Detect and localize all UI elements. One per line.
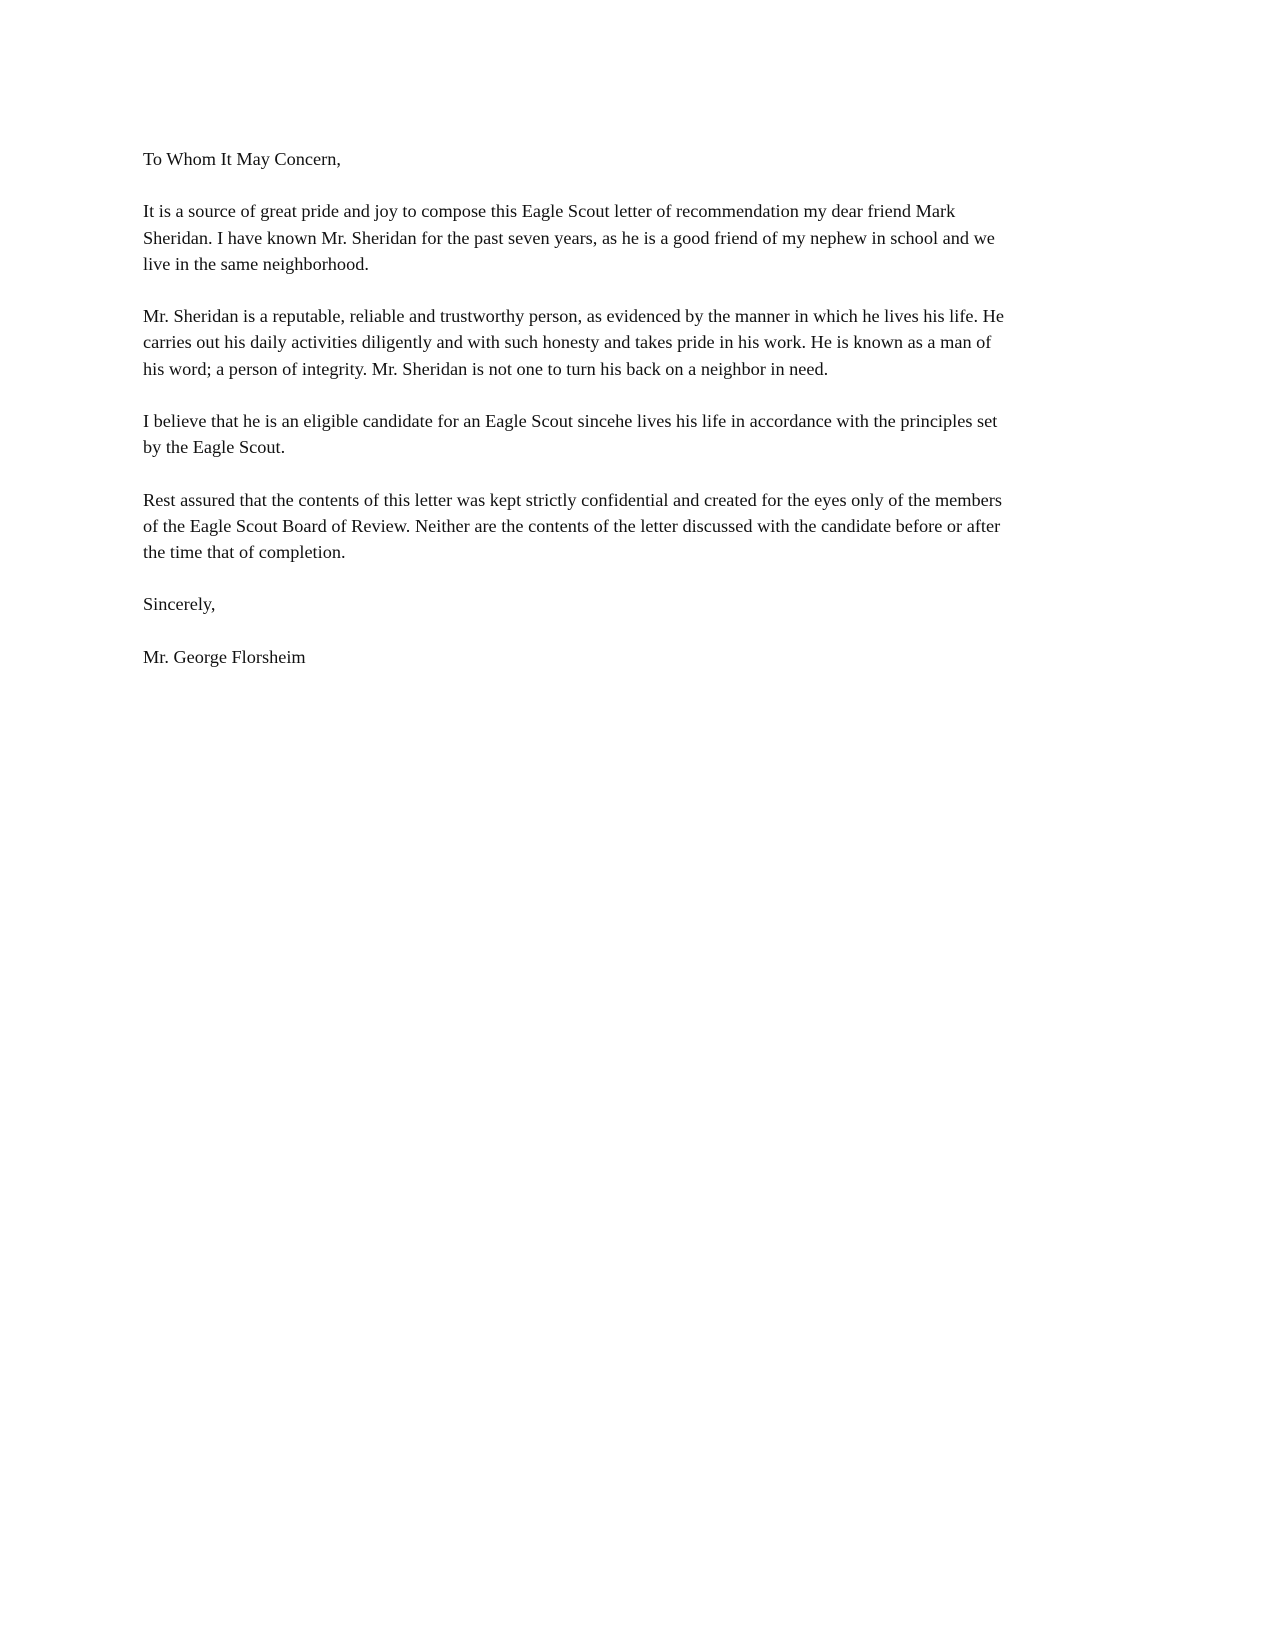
paragraph-line: of the Eagle Scout Board of Review. Neither are the contents of the letter discussed with the candidate before or after <box>143 515 1001 536</box>
paragraph-confidentiality <box>143 487 1073 566</box>
salutation <box>143 146 1073 172</box>
signature <box>143 644 1073 670</box>
closing-text: Sincerely, <box>143 594 216 615</box>
paragraph-line: I believe that he is an eligible candidate for an Eagle Scout sincehe lives his life in accordance with the principles set <box>143 410 998 431</box>
closing <box>143 591 1073 617</box>
paragraph-line: Mr. Sheridan is a reputable, reliable and trustworthy person, as evidenced by the manner in which he lives his life. He <box>143 306 1005 327</box>
paragraph-character <box>143 303 1073 382</box>
letter-page <box>143 146 1073 696</box>
paragraph-line: his word; a person of integrity. Mr. Sheridan is not one to turn his back on a neighbor in need. <box>143 358 829 379</box>
paragraph-line: Rest assured that the contents of this letter was kept strictly confidential and created for the eyes only of the members <box>143 489 1002 510</box>
signature-name: Mr. George Florsheim <box>143 646 306 667</box>
paragraph-line: It is a source of great pride and joy to compose this Eagle Scout letter of recommendation my dear friend Mark <box>143 201 956 222</box>
paragraph-line: Sheridan. I have known Mr. Sheridan for the past seven years, as he is a good friend of my nephew in school and we <box>143 227 995 248</box>
paragraph-line: by the Eagle Scout. <box>143 437 286 458</box>
paragraph-line: live in the same neighborhood. <box>143 253 369 274</box>
paragraph-line: carries out his daily activities diligently and with such honesty and takes pride in his work. He is known as a man of <box>143 332 992 353</box>
paragraph-line: the time that of completion. <box>143 541 346 562</box>
salutation-text: To Whom It May Concern, <box>143 149 341 169</box>
paragraph-intro <box>143 198 1073 277</box>
paragraph-eligibility <box>143 408 1073 460</box>
